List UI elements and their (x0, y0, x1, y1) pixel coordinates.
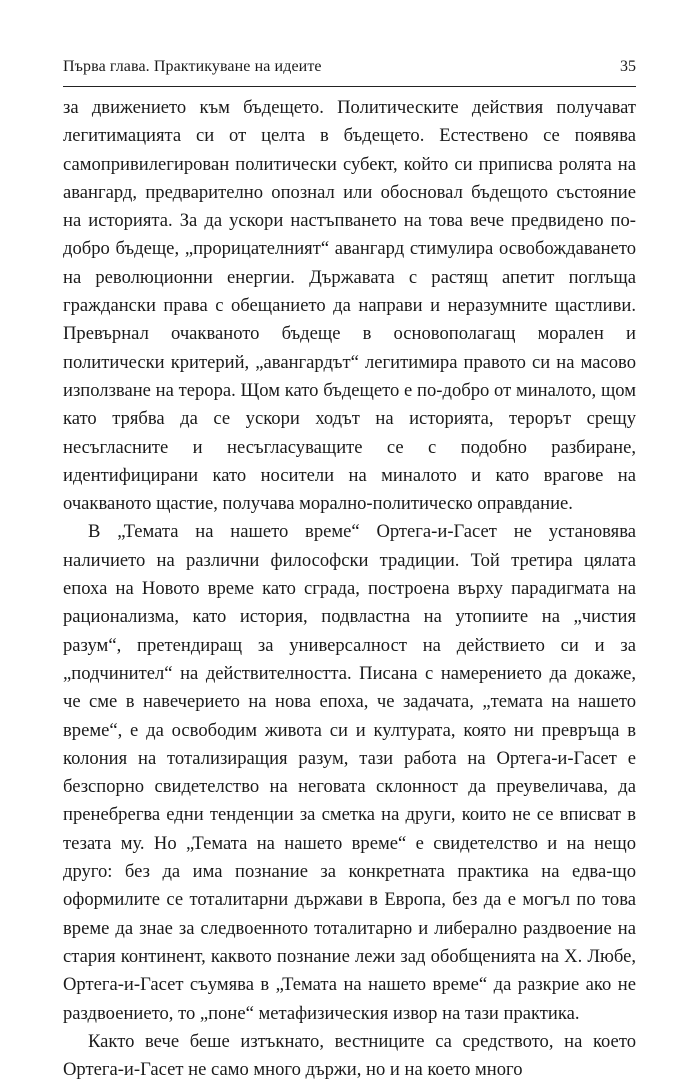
paragraph-continued: за движението към бъдещето. Политическите действия получават легитимацията си от целта в бъдещето. Естествено се появява самопривилегирован политически субект, който си приписва ролята на авангард, предварително опознал или обосновал бъдещото състояние на историята. За да ускори настъпването на това вече предвидено по-добро бъдеще, „прорицателният“ авангард стимулира освобождаването на революционни енергии. Държавата с растящ апетит поглъща граждански права с обещанието да направи и неразумните щастливи. Превърнал очакваното бъдеще в основополагащ морален и политически критерий, „авангардът“ легитимира правото си на масово използване на терора. Щом като бъдещето е по-добро от миналото, щом като трябва да се ускори ходът на историята, терорът срещу несъгласните и несъгласуващите се с подобно разбиране, идентифицирани като носители на миналото и като врагове на очакваното щастие, получава морално-политическо оправдание. (63, 97, 636, 515)
running-head (63, 56, 636, 80)
running-title: Първа глава. Практикуване на идеите (63, 58, 322, 75)
page-number: 35 (620, 58, 636, 75)
header-rule (63, 86, 636, 87)
body-text (63, 94, 636, 1084)
paragraph-newspapers: Както вече беше изтъкнато, вестниците са средството, на което Ортега-и-Гасет не само много държи, но и на което много (63, 1030, 636, 1081)
paragraph-ortega-theme: В „Темата на нашето време“ Ортега-и-Гасет не установява наличието на различни философски традиции. Той третира цялата епоха на Новото време като сграда, построена върху парадигмата на рационализма, като история, подвластна на утопиите на „чистия разум“, претендиращ за универсалност на действието си и за „подчинител“ на действителността. Писана с намерението да докаже, че сме в навечерието на нова епоха, че задачата, „темата на нашето време“, е да освободим живота си и културата, която ни превръща в колония на тотализиращия разум, тази работа на Ортега-и-Гасет е безспорно свидетелство на неговата склонност да преувеличава, да пренебрегва едни тенденции за сметка на други, които не се вписват в тезата му. Но „Темата на нашето време“ е свидетелство и на нещо друго: без да има познание за конкретната практика на едва-що оформилите се тоталитарни държави в Европа, без да е могъл по това време да знае за следвоенното тоталитарно и либерално раздвоение на стария континент, каквото познание лежи зад обобщенията на Х. Любе, Ортега-и-Гасет съумява в „Темата на нашето време“ да разкрие ако не раздвоението, то „поне“ метафизическия извор на тази практика. (63, 521, 636, 1024)
